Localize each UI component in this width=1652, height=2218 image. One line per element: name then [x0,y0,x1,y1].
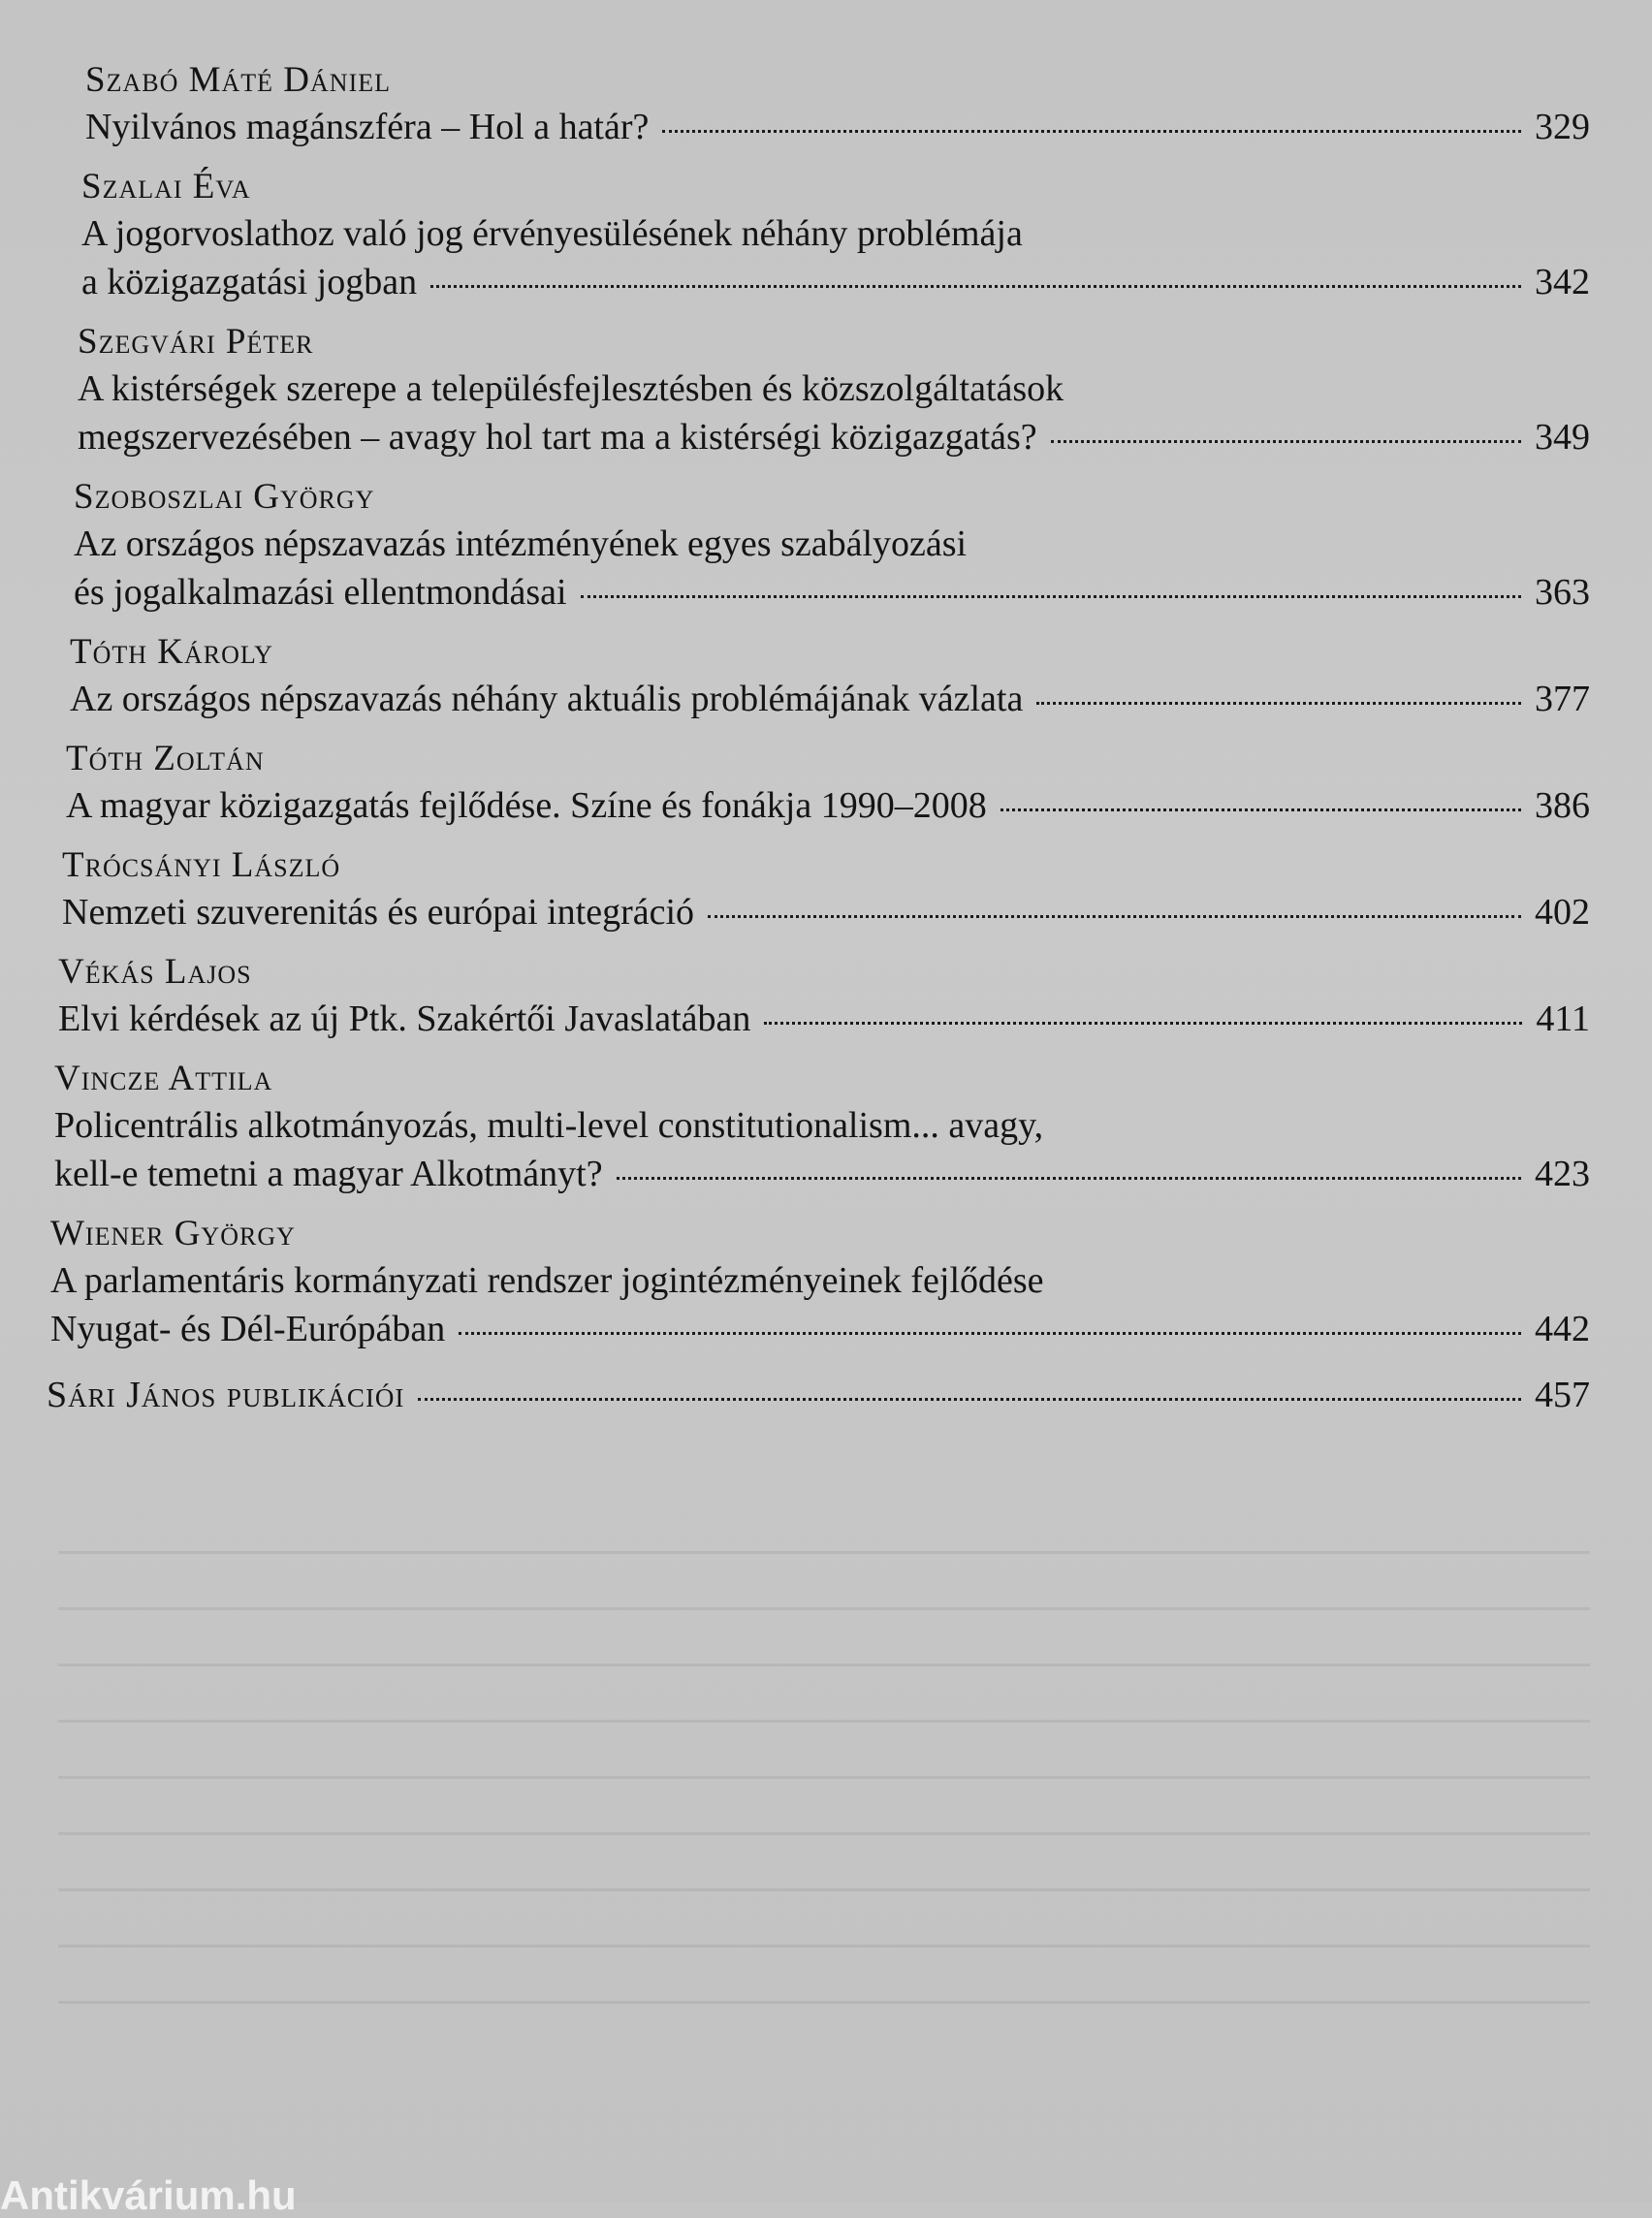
page-number: 329 [1535,107,1590,147]
entry-title-line: A jogorvoslathoz való jog érvényesülésének néhány problémája [81,213,1023,254]
entry-title-line: Az országos népszavazás intézményének egyes szabályozási [74,523,968,564]
entry-title-last-line: Nyilvános magánszféra – Hol a határ? [85,107,650,147]
toc-entry [81,165,1590,306]
watermark: Antikvárium.hu [0,2172,297,2218]
toc-entry [74,475,1590,617]
entry-title-last-line: Elvi kérdések az új Ptk. Szakértői Javaslatában [58,998,751,1039]
dot-leader [459,1332,1521,1335]
entry-title-line: A parlamentáris kormányzati rendszer jogintézményeinek fejlődése [50,1260,1044,1301]
dot-leader [1001,808,1521,811]
entry-title-with-page [58,995,1590,1043]
dot-leader [1051,440,1521,443]
entry-title-last-line: Az országos népszavazás néhány aktuális problémájának vázlata [70,679,1024,719]
entry-title-with-page [70,675,1590,723]
entry-author: Wiener György [50,1214,296,1253]
page-number: 457 [1535,1375,1590,1415]
entry-author: Szalai Éva [81,167,251,206]
entry-title-line: A kistérségek szerepe a településfejlesztésben és közszolgáltatások [78,368,1064,409]
entry-title-last-line: Nemzeti szuverenitás és európai integráció [62,892,695,933]
toc-entry [70,630,1590,723]
entry-title-with-page [74,568,1590,617]
entry-title-with-page [66,781,1590,830]
entry-title-line: Policentrális alkotmányozás, multi-level constitutionalism... avagy, [54,1105,1044,1146]
page-number: 349 [1535,417,1590,458]
page-number: 442 [1535,1309,1590,1349]
toc-entry [66,737,1590,830]
entry-title-with-page [81,258,1590,306]
page-number: 423 [1535,1154,1590,1194]
dot-leader [662,130,1521,133]
toc-entry [78,320,1590,461]
toc-entry [85,58,1590,151]
entry-author: Vékás Lajos [58,952,252,992]
dot-leader [1036,702,1521,705]
toc-entry [50,1212,1590,1353]
toc-entry [62,843,1590,936]
table-of-contents [47,58,1590,1433]
dot-leader [418,1398,1521,1401]
page-number: 363 [1535,572,1590,613]
entry-title-with-page [47,1371,1590,1419]
entry-title-last-line: megszervezésében – avagy hol tart ma a kistérségi közigazgatás? [78,417,1037,458]
page-number: 411 [1536,998,1590,1039]
entry-title-with-page [54,1150,1590,1198]
entry-author: Tóth Károly [70,632,273,672]
dot-leader [617,1177,1521,1180]
entry-title-with-page [78,413,1590,461]
entry-title-with-page [62,888,1590,936]
page-number: 386 [1535,785,1590,826]
entry-title-with-page [50,1305,1590,1353]
page-number: 342 [1535,262,1590,302]
entry-title-last-line: kell-e temetni a magyar Alkotmányt? [54,1154,603,1194]
entry-title-with-page [85,103,1590,151]
dot-leader [708,915,1521,918]
entry-author: Szegvári Péter [78,322,314,362]
toc-entry-publications [47,1371,1590,1419]
entry-title-last-line: A magyar közigazgatás fejlődése. Színe és fonákja 1990–2008 [66,785,987,826]
page-number: 377 [1535,679,1590,719]
entry-title-last-line: Nyugat- és Dél-Európában [50,1309,446,1349]
entry-title-last-line: a közigazgatási jogban [81,262,418,302]
publications-label: Sári János publikációi [47,1375,405,1415]
entry-author: Szoboszlai György [74,477,375,517]
entry-author: Trócsányi László [62,845,341,885]
entry-title-last-line: és jogalkalmazási ellentmondásai [74,572,567,613]
page-number: 402 [1535,892,1590,933]
entry-author: Szabó Máté Dániel [85,60,391,100]
bleed-through-text [58,1551,1590,2036]
dot-leader [430,285,1521,288]
dot-leader [581,595,1521,598]
entry-author: Vincze Attila [54,1059,273,1098]
entry-author: Tóth Zoltán [66,739,265,778]
toc-entry [58,950,1590,1043]
toc-entry [54,1057,1590,1198]
dot-leader [764,1022,1522,1025]
